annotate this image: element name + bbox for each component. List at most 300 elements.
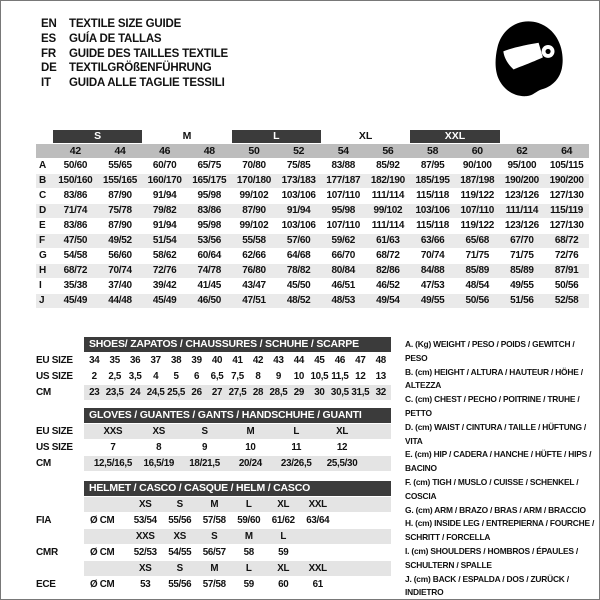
measure-value: 72/76 xyxy=(142,264,187,278)
legend-item: H. (cm) INSIDE LEG / ENTREPIERNA / FOURCHE / SCHRITT / FORCELLA xyxy=(405,518,595,543)
measure-value: 64/68 xyxy=(286,250,311,261)
measurement-legend xyxy=(405,338,599,600)
measure-value: 83/86 xyxy=(187,204,232,218)
measure-row-label: B xyxy=(36,174,53,188)
measure-value: 85/92 xyxy=(376,160,400,171)
row-label: US SIZE xyxy=(36,371,73,382)
measure-row xyxy=(36,294,589,308)
size-value: 45 xyxy=(314,355,325,366)
size-value: 44 xyxy=(293,355,305,366)
size-value: 8 xyxy=(255,371,261,382)
measure-value: 127/130 xyxy=(549,220,584,231)
size-value: 28 xyxy=(252,387,264,398)
measure-value: 111/114 xyxy=(371,190,405,201)
size-value: 25,5 xyxy=(167,387,186,398)
language-title: TEXTILE SIZE GUIDE xyxy=(69,18,182,30)
size-value: 34 xyxy=(89,355,100,366)
measure-value: 99/102 xyxy=(239,220,269,231)
size-value: 2 xyxy=(91,371,97,382)
measure-value: 47/53 xyxy=(420,280,445,291)
size-value: XL xyxy=(277,563,290,574)
section-title-text: HELMET / CASCO / CASQUE / HELM / CASCO xyxy=(89,482,311,494)
size-value: M xyxy=(210,563,219,574)
size-value: 7 xyxy=(110,442,116,453)
measure-value: 68/72 xyxy=(544,234,589,248)
measure-value: 91/94 xyxy=(276,204,321,218)
size-value: XXS xyxy=(135,531,155,542)
size-value: XS xyxy=(173,531,186,542)
size-value: 43 xyxy=(273,355,284,366)
value-band xyxy=(84,497,391,512)
size-value: 37 xyxy=(150,355,161,366)
size-value: 28,5 xyxy=(269,387,288,398)
measure-value: 87/90 xyxy=(108,190,132,201)
language-code: IT xyxy=(41,77,51,90)
size-number: 64 xyxy=(544,144,589,158)
measure-value: 45/49 xyxy=(53,294,98,308)
language-title: TEXTILGRÖßENFÜHRUNG xyxy=(69,62,212,75)
measure-value: 75/78 xyxy=(98,204,143,218)
measure-row xyxy=(36,234,589,248)
size-value: 2,5 xyxy=(108,371,122,382)
language-row xyxy=(41,32,228,47)
value-band xyxy=(84,440,391,455)
legend-item: I. (cm) SHOULDERS / HOMBROS / ÉPAULES / SCHULTERN / SPALLE xyxy=(405,545,579,570)
legend-item: D. (cm) WAIST / CINTURA / TAILLE / HÜFTUNG / VITA xyxy=(405,421,587,446)
measure-value: 71/74 xyxy=(53,204,98,218)
measure-row-label: G xyxy=(39,250,47,261)
size-value: 12 xyxy=(336,442,348,453)
measure-value: 80/84 xyxy=(321,264,366,278)
measure-value: 95/98 xyxy=(197,190,222,201)
value-band xyxy=(84,529,391,544)
measure-row-label: A xyxy=(39,160,46,171)
size-value: 10 xyxy=(293,371,305,382)
language-code: EN xyxy=(41,18,57,30)
size-value: XS xyxy=(139,563,152,574)
value-band xyxy=(84,456,391,471)
size-value: S xyxy=(201,426,208,437)
measure-value: 95/100 xyxy=(507,160,537,171)
measure-value: 83/86 xyxy=(63,220,88,231)
measure-value: 107/110 xyxy=(326,220,361,231)
value-band xyxy=(84,545,391,560)
size-value: 12,5/16,5 xyxy=(93,458,132,469)
measure-value: 78/82 xyxy=(276,264,321,278)
legend-item: J. (cm) BACK / ESPALDA / DOS / ZURÜCK / INDIETRO xyxy=(405,573,569,598)
size-value: 59/60 xyxy=(237,515,261,526)
measure-value: 62/66 xyxy=(242,250,266,261)
size-number: 50 xyxy=(232,144,277,158)
row-label: CMR xyxy=(36,547,58,558)
measure-row-label: D xyxy=(36,204,53,218)
measure-value: 52/58 xyxy=(544,294,589,308)
size-value: 16,5/19 xyxy=(143,458,175,469)
language-code: DE xyxy=(41,62,57,75)
measure-value: 76/80 xyxy=(232,264,277,278)
measure-value: 45/49 xyxy=(142,294,187,308)
size-value: 46 xyxy=(334,355,346,366)
size-group-label: XXL xyxy=(410,130,499,143)
size-value: 59 xyxy=(243,579,254,590)
measure-value: 39/42 xyxy=(152,280,177,291)
size-number: 46 xyxy=(142,144,187,158)
size-value: 31,5 xyxy=(351,387,370,398)
measure-row xyxy=(36,204,589,218)
size-value: 20/24 xyxy=(238,458,262,469)
measure-value: 48/53 xyxy=(321,294,366,308)
size-value: 12 xyxy=(355,371,366,382)
size-value: L xyxy=(293,426,300,437)
size-value: 55/56 xyxy=(168,515,192,526)
measure-value: 87/91 xyxy=(544,264,589,278)
measure-value: 119/122 xyxy=(460,220,494,231)
measure-value: 111/114 xyxy=(500,204,545,218)
measure-value: 57/60 xyxy=(276,234,321,248)
size-value: 8 xyxy=(156,442,162,453)
legend-item: F. (cm) TIGH / MUSLO / CUISSE / SCHENKEL / COSCIA xyxy=(405,476,579,501)
measure-value: 123/126 xyxy=(504,220,539,231)
row-label: CM xyxy=(36,387,51,398)
measure-row xyxy=(36,249,589,263)
measure-row xyxy=(36,189,589,203)
measure-value: 46/51 xyxy=(331,280,356,291)
size-value: 23 xyxy=(89,387,100,398)
language-row xyxy=(41,47,228,62)
diameter-unit-label: Ø CM xyxy=(90,515,115,526)
size-value: 60 xyxy=(278,579,289,590)
language-row xyxy=(41,17,228,32)
measure-row xyxy=(36,219,589,233)
size-value: 10,5 xyxy=(310,371,329,382)
size-value: 6 xyxy=(194,371,200,382)
measure-value: 107/110 xyxy=(326,190,361,201)
value-band xyxy=(84,385,391,400)
size-number-row xyxy=(36,144,589,158)
helmet-values xyxy=(128,515,335,526)
measure-row-label: H xyxy=(36,264,53,278)
size-group-label xyxy=(36,130,53,143)
measure-value: 49/55 xyxy=(410,294,455,308)
size-value: 48 xyxy=(375,355,386,366)
row-label: CM xyxy=(36,458,51,469)
measure-value: 37/40 xyxy=(108,280,132,291)
size-value: L xyxy=(280,531,287,542)
measure-value: 119/122 xyxy=(460,190,494,201)
size-value: 24,5 xyxy=(146,387,165,398)
size-group-label: M xyxy=(182,130,192,142)
measure-value: 60/64 xyxy=(197,250,222,261)
size-value: 41 xyxy=(232,355,243,366)
measure-value: 35/38 xyxy=(63,280,88,291)
measure-row-label: J xyxy=(36,294,53,308)
size-value: 59 xyxy=(278,547,289,558)
helmet-values xyxy=(128,579,335,590)
size-value: S xyxy=(211,531,218,542)
size-value: 27,5 xyxy=(228,387,247,398)
measure-value: 170/180 xyxy=(232,174,277,188)
measure-value: 67/70 xyxy=(500,234,545,248)
measure-value: 182/190 xyxy=(366,174,411,188)
measure-value: 47/51 xyxy=(232,294,277,308)
size-value: 55/56 xyxy=(168,579,192,590)
measure-value: 83/86 xyxy=(63,190,88,201)
size-value: 58 xyxy=(243,547,254,558)
measure-value: 48/52 xyxy=(276,294,321,308)
size-group-row xyxy=(36,128,589,143)
size-group-label xyxy=(500,130,545,143)
measure-value: 68/72 xyxy=(376,250,400,261)
size-number: 54 xyxy=(321,144,366,158)
language-row xyxy=(41,61,228,76)
size-value: XXS xyxy=(103,426,123,437)
measure-value: 83/88 xyxy=(331,160,356,171)
size-number: 56 xyxy=(366,144,411,158)
helmet-values xyxy=(128,499,335,510)
size-value: XL xyxy=(336,426,349,437)
measure-value: 55/65 xyxy=(108,160,132,171)
measure-value: 65/68 xyxy=(455,234,500,248)
size-value: 27 xyxy=(211,387,223,398)
measure-value: 70/74 xyxy=(98,264,143,278)
measure-value: 82/86 xyxy=(366,264,411,278)
measure-value: 68/72 xyxy=(53,264,98,278)
shoes-table-title xyxy=(84,337,391,352)
size-value: M xyxy=(244,531,253,542)
measure-value: 103/106 xyxy=(410,204,455,218)
size-number: 52 xyxy=(276,144,321,158)
size-number: 42 xyxy=(53,144,98,158)
measure-value: 105/115 xyxy=(549,160,584,171)
size-value: XXL xyxy=(308,499,327,510)
size-value: 11 xyxy=(291,442,302,453)
measure-value: 48/54 xyxy=(465,280,489,291)
measure-value: 177/187 xyxy=(321,174,366,188)
measure-value: 61/63 xyxy=(366,234,411,248)
value-band xyxy=(84,513,391,528)
measure-value: 103/106 xyxy=(281,220,316,231)
size-value: 6,5 xyxy=(210,371,224,382)
size-value: 61/62 xyxy=(271,515,295,526)
size-value: 9 xyxy=(275,371,282,382)
measure-value: 84/88 xyxy=(410,264,455,278)
size-value: 39 xyxy=(191,355,202,366)
size-value: 5 xyxy=(173,371,179,382)
measure-value: 85/89 xyxy=(500,264,545,278)
value-band xyxy=(84,424,391,439)
measure-value: 87/95 xyxy=(420,160,445,171)
size-value: 36 xyxy=(130,355,141,366)
size-group-label: S xyxy=(53,130,142,143)
measure-row-label: F xyxy=(36,234,53,248)
language-title: GUÍA DE TALLAS xyxy=(69,32,162,45)
section-title-text: GLOVES / GUANTES / GANTS / HANDSCHUHE / GUANTI xyxy=(89,409,362,421)
language-code: FR xyxy=(41,47,56,60)
size-value: L xyxy=(245,563,252,574)
language-code: ES xyxy=(41,32,56,45)
size-value: 29 xyxy=(293,387,305,398)
measure-row-label: C xyxy=(39,190,46,201)
size-value: 47 xyxy=(355,355,366,366)
measure-value: 187/198 xyxy=(455,174,500,188)
size-number: 58 xyxy=(410,144,455,158)
size-value: XL xyxy=(277,499,290,510)
size-value: 10 xyxy=(245,442,256,453)
size-value: 61 xyxy=(312,579,323,590)
measure-value: 85/89 xyxy=(455,264,500,278)
size-value: 11,5 xyxy=(331,371,349,382)
size-value: 53/54 xyxy=(133,515,157,526)
size-value: S xyxy=(176,563,183,574)
size-value: 23/26,5 xyxy=(280,458,312,469)
size-group-label: L xyxy=(232,130,321,143)
measure-value: 75/85 xyxy=(286,160,311,171)
row-label: FIA xyxy=(36,515,52,526)
measure-value: 50/56 xyxy=(554,280,579,291)
measure-row xyxy=(36,174,589,188)
size-value: 30,5 xyxy=(330,387,349,398)
measure-value: 115/118 xyxy=(416,190,450,201)
measure-value: 165/175 xyxy=(187,174,232,188)
measure-value: 53/56 xyxy=(187,234,232,248)
size-value: 63/64 xyxy=(306,515,330,526)
size-value: 30 xyxy=(314,387,325,398)
legend-item: E. (cm) HIP / CADERA / HANCHE / HÜFTE / HIPS / BACINO xyxy=(405,449,592,474)
measure-value: 58/62 xyxy=(152,250,177,261)
size-value: 25,5/30 xyxy=(326,458,358,469)
measure-value: 74/78 xyxy=(187,264,232,278)
row-label: ECE xyxy=(36,579,56,590)
measure-value: 173/183 xyxy=(276,174,321,188)
measure-value: 65/75 xyxy=(197,160,222,171)
measure-value: 41/45 xyxy=(197,280,222,291)
measure-value: 51/56 xyxy=(500,294,545,308)
measure-value: 79/82 xyxy=(142,204,187,218)
measure-row xyxy=(36,159,589,173)
size-value: M xyxy=(246,426,255,437)
measure-value: 50/56 xyxy=(455,294,500,308)
measure-value: 87/90 xyxy=(232,204,277,218)
size-number: 44 xyxy=(98,144,143,158)
value-band xyxy=(84,369,391,384)
size-value: 26 xyxy=(191,387,202,398)
measure-value: 160/170 xyxy=(142,174,187,188)
measure-value: 127/130 xyxy=(549,190,584,201)
helmet-values xyxy=(128,547,335,558)
measure-value: 190/200 xyxy=(544,174,589,188)
language-title: GUIDE DES TAILLES TEXTILE xyxy=(69,47,228,60)
legend-item: A. (Kg) WEIGHT / PESO / POIDS / GEWITCH / PESO xyxy=(405,339,575,363)
size-value: 13 xyxy=(375,371,386,382)
measure-value: 71/75 xyxy=(510,250,534,261)
measure-value: 49/52 xyxy=(98,234,143,248)
size-value: 9 xyxy=(201,442,208,453)
measure-row xyxy=(36,264,589,278)
measure-value: 43/47 xyxy=(242,280,266,291)
measure-value: 47/50 xyxy=(53,234,98,248)
size-value: 7,5 xyxy=(231,371,244,382)
size-value: 4 xyxy=(153,371,159,382)
measure-value: 123/126 xyxy=(504,190,539,201)
size-value: 24 xyxy=(130,387,141,398)
size-number: 48 xyxy=(187,144,232,158)
measure-value: 46/52 xyxy=(376,280,400,291)
size-value: XS xyxy=(152,426,165,437)
measure-value: 111/114 xyxy=(371,220,405,231)
diameter-unit-label: Ø CM xyxy=(90,547,115,558)
language-row xyxy=(41,76,228,91)
row-label: US SIZE xyxy=(36,442,73,453)
measure-value: 51/54 xyxy=(142,234,187,248)
measure-value: 66/70 xyxy=(331,250,356,261)
measure-value: 44/48 xyxy=(98,294,143,308)
size-row-spacer xyxy=(36,144,53,158)
measure-row-label: I xyxy=(39,280,42,291)
measure-value: 95/98 xyxy=(321,204,366,218)
size-value: L xyxy=(245,499,252,510)
measure-value: 87/90 xyxy=(108,220,132,231)
size-value: 56/57 xyxy=(202,547,226,558)
size-value: M xyxy=(210,499,219,510)
measure-value: 155/165 xyxy=(98,174,143,188)
measure-value: 99/102 xyxy=(366,204,411,218)
value-band xyxy=(84,353,391,368)
measure-row-label: E xyxy=(39,220,46,231)
measure-value: 45/50 xyxy=(286,280,311,291)
size-value: 38 xyxy=(170,355,182,366)
measure-value: 50/60 xyxy=(63,160,88,171)
size-value: 53 xyxy=(140,579,151,590)
size-value: S xyxy=(176,499,183,510)
measure-value: 49/54 xyxy=(366,294,411,308)
measure-value: 107/110 xyxy=(455,204,500,218)
measure-value: 91/94 xyxy=(152,190,177,201)
measure-value: 95/98 xyxy=(197,220,222,231)
size-number: 60 xyxy=(455,144,500,158)
gloves-table-title xyxy=(84,408,391,423)
measure-value: 55/58 xyxy=(232,234,277,248)
measure-value: 150/160 xyxy=(53,174,98,188)
measure-value: 71/75 xyxy=(465,250,489,261)
size-value xyxy=(301,547,336,558)
measure-value: 70/80 xyxy=(242,160,266,171)
size-value: 57/58 xyxy=(202,579,226,590)
helmet-values xyxy=(128,563,335,574)
size-value: 54/55 xyxy=(168,547,192,558)
measure-value: 46/50 xyxy=(187,294,232,308)
language-list xyxy=(41,17,228,91)
language-title: GUIDA ALLE TAGLIE TESSILI xyxy=(69,77,225,90)
measure-value: 60/70 xyxy=(152,160,177,171)
helmet-icon xyxy=(487,13,573,112)
measure-value: 185/195 xyxy=(410,174,455,188)
legend-item: C. (cm) CHEST / PECHO / POITRINE / TRUHE / PETTO xyxy=(405,394,580,418)
measure-value: 59/62 xyxy=(321,234,366,248)
measure-value: 115/118 xyxy=(416,220,450,231)
row-label: EU SIZE xyxy=(36,426,73,437)
legend-item: B. (cm) HEIGHT / ALTURA / HAUTEUR / HÖHE / ALTEZZA xyxy=(405,366,583,391)
measure-value: 54/58 xyxy=(63,250,88,261)
measure-value: 103/106 xyxy=(281,190,316,201)
section-title-text: SHOES/ ZAPATOS / CHAUSSURES / SCHUHE / SCARPE xyxy=(89,338,359,350)
helmet-table-title xyxy=(84,481,391,496)
measure-value: 63/66 xyxy=(410,234,455,248)
size-number: 62 xyxy=(500,144,545,158)
size-value: XXL xyxy=(308,563,327,574)
textile-size-table xyxy=(36,127,589,309)
measure-value: 115/119 xyxy=(544,204,589,218)
measure-value: 90/100 xyxy=(462,160,492,171)
